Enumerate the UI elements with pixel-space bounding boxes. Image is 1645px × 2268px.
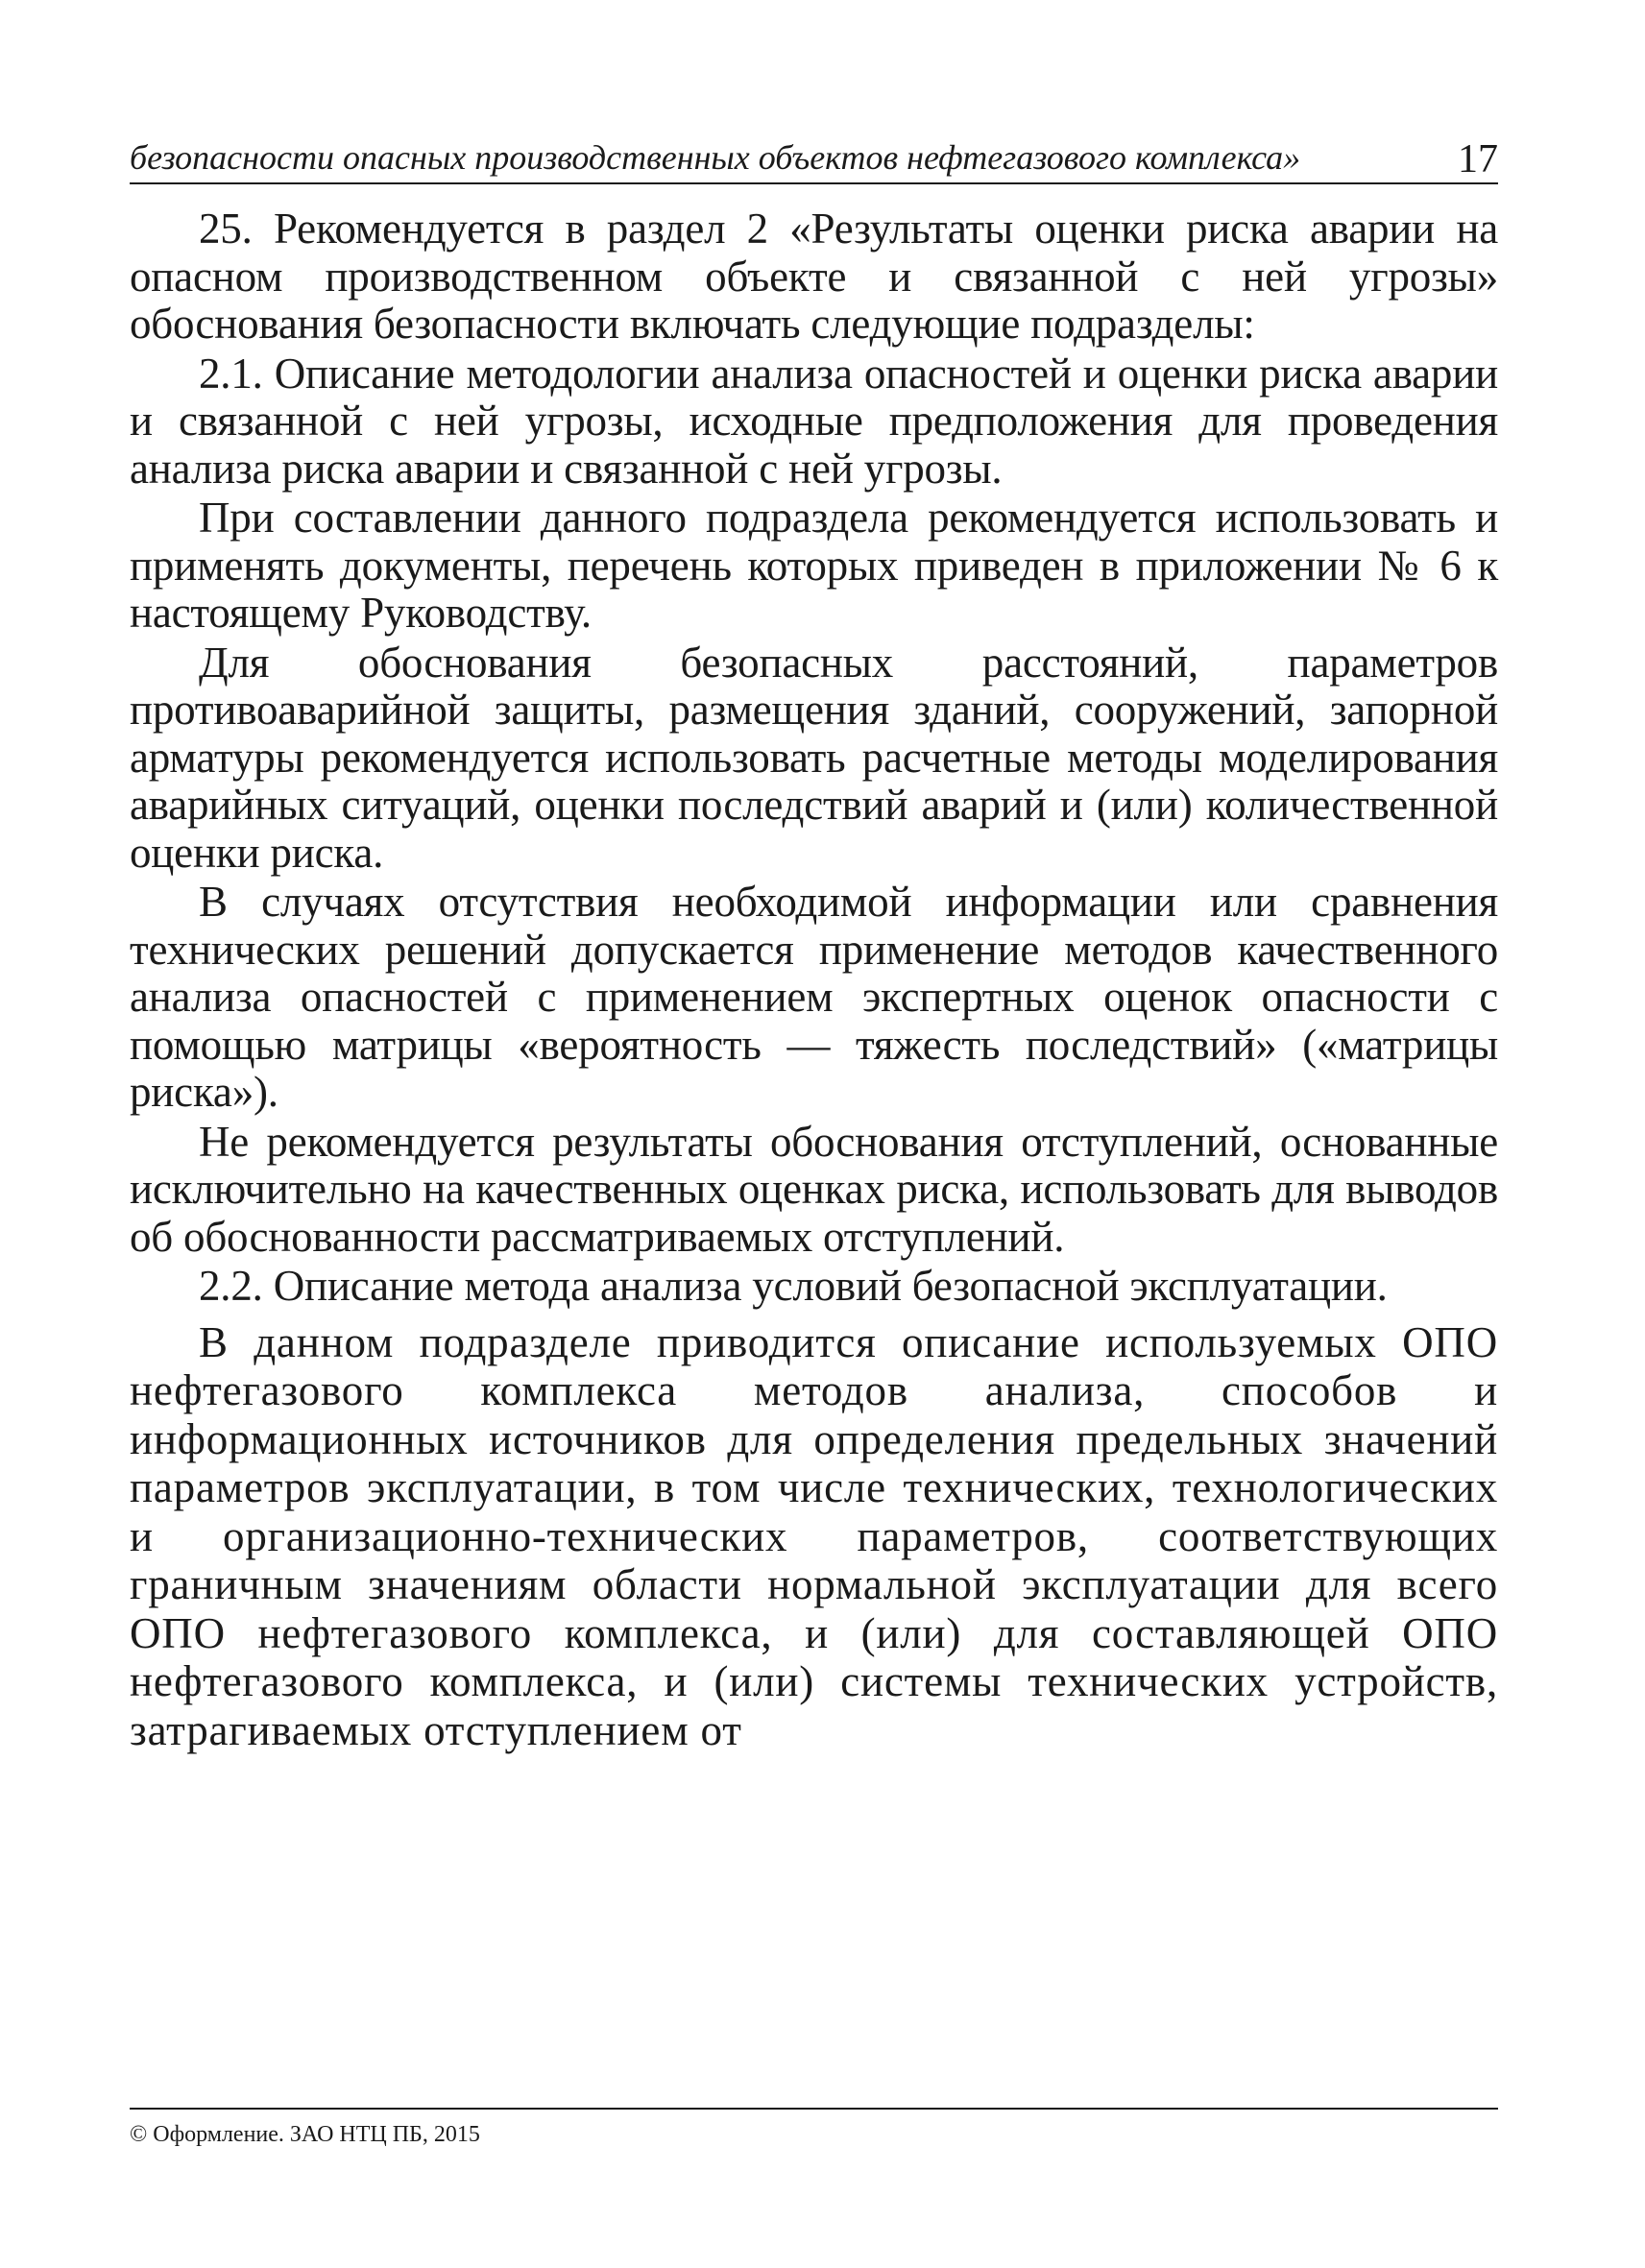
footer-copyright: © Оформление. ЗАО НТЦ ПБ, 2015 (130, 2108, 1498, 2148)
document-page (130, 125, 1498, 2147)
running-header-title: безопасности опасных производственных объектов нефтегазового комплекса» (130, 138, 1301, 177)
paragraph-2-2: 2.2. Описание метода анализа условий безопасной эксплуатации. (199, 1262, 1388, 1310)
paragraph-risk-matrix: В случаях отсутствия необходимой информации или сравнения технических решений допускается применение методов качественного анализа опасностей с применением экспертных оценок опасности с помощью матрицы «вероятность — тяжесть последствий» («матрицы риска»). (130, 878, 1498, 1116)
paragraph-documents: При составлении данного подраздела рекомендуется использовать и применять документы, перечень которых приведен в приложении № 6 к настоящему Руководству. (130, 494, 1498, 637)
paragraph-methods: Для обоснования безопасных расстояний, параметров противоаварийной защиты, размещения зданий, сооружений, запорной арматуры рекомендуется использовать расчетные методы моделирования аварийных ситуаций, оценки последствий аварий и (или) количественной оценки риска. (130, 638, 1498, 877)
body-text (130, 205, 1498, 1754)
paragraph-description: В данном подразделе приводится описание используемых ОПО нефтегазового комплекса методов анализа, способов и информационных источников для определения предельных значений параметров эксплуатации, в том числе технических, технологических и организационно-технических параметров, соответствующих граничным значениям области нормальной эксплуатации для всего ОПО нефтегазового комплекса, и (или) для составляющей ОПО нефтегазового комплекса, и (или) системы технических устройств, затрагиваемых отступлением от (130, 1317, 1498, 1754)
running-header (130, 125, 1498, 184)
paragraph-25: 25. Рекомендуется в раздел 2 «Результаты оценки риска аварии на опасном производственном объекте и связанной с ней угрозы» обоснования безопасности включать следующие подразделы: (130, 205, 1498, 348)
page-number: 17 (1458, 137, 1498, 181)
paragraph-qualitative: Не рекомендуется результаты обоснования отступлений, основанные исключительно на качественных оценках риска, использовать для выводов об обоснованности рассматриваемых отступлений. (130, 1117, 1498, 1261)
paragraph-2-1: 2.1. Описание методологии анализа опасностей и оценки риска аварии и связанной с ней угрозы, исходные предположения для проведения анализа риска аварии и связанной с ней угрозы. (130, 349, 1498, 493)
